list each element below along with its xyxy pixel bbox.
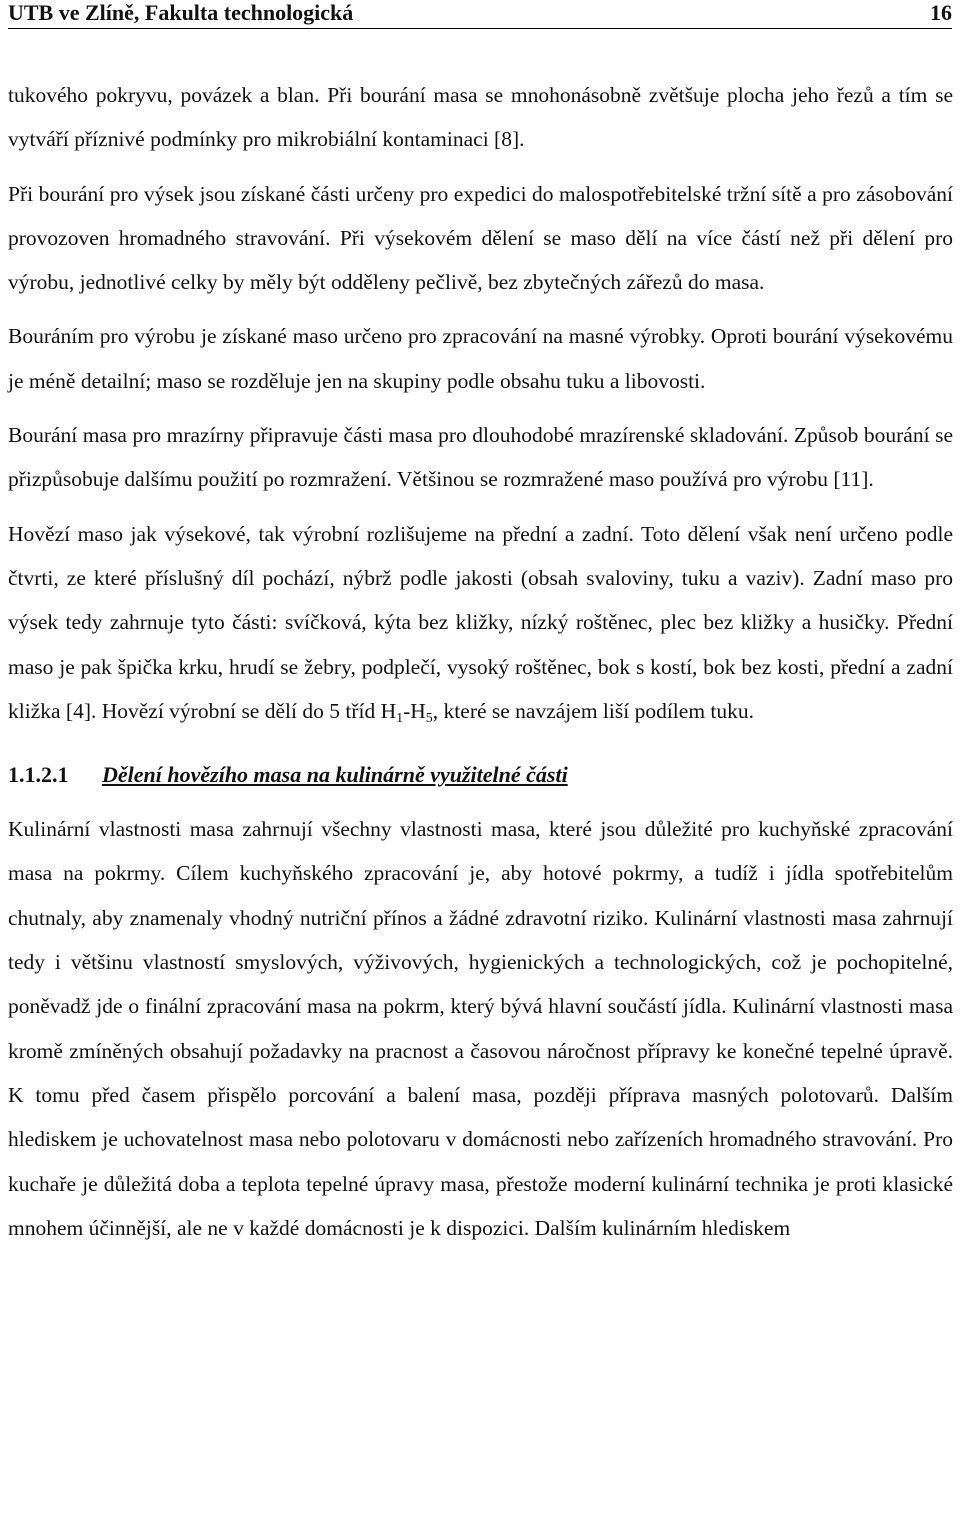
paragraph-5-dash: -H	[403, 698, 426, 723]
paragraph-2: Při bourání pro výsek jsou získané části určeny pro expedici do malospotřebitelské tržní sítě a pro zásobování provozoven hromadného stravování. Při výsekovém dělení se maso dělí na více částí než při dělení pro výrobu, jednotlivé celky by měly být odděleny pečlivě, bez zbytečných zářezů do masa.	[8, 181, 953, 295]
section-number: 1.1.2.1	[8, 762, 69, 788]
paragraph-3: Bouráním pro výrobu je získané maso určeno pro zpracování na masné výrobky. Oproti bourání výsekovému je méně detailní; maso se rozděluje jen na skupiny podle obsahu tuku a libovosti.	[8, 324, 953, 393]
page-header	[8, 0, 952, 29]
subscript-5: 5	[425, 710, 433, 726]
header-title: UTB ve Zlíně, Fakulta technologická	[8, 0, 354, 25]
paragraph-4: Bourání masa pro mrazírny připravuje části masa pro dlouhodobé mrazírenské skladování. Způsob bourání se přizpůsobuje dalšímu použití po rozmražení. Většinou se rozmražené maso používá pro výrobu [11].	[8, 423, 953, 492]
paragraph-1: tukového pokryvu, povázek a blan. Při bourání masa se mnohonásobně zvětšuje plocha jeho řezů a tím se vytváří příznivé podmínky pro mikrobiální kontaminaci [8].	[8, 83, 953, 152]
paragraph-6: Kulinární vlastnosti masa zahrnují všechny vlastnosti masa, které jsou důležité pro kuchyňské zpracování masa na pokrmy. Cílem kuchyňského zpracování je, aby hotové pokrmy, a tudíž i jídla spotřebitelům chutnaly, aby znamenaly vhodný nutriční přínos a žádné zdravotní riziko. Kulinární vlastnosti masa zahrnují tedy i většinu vlastností smyslových, výživových, hygienických a technologických, což je pochopitelné, poněvadž jde o finální zpracování masa na pokrm, který bývá hlavní součástí jídla. Kulinární vlastnosti masa kromě zmíněných obsahují požadavky na pracnost a časovou náročnost přípravy ke konečné tepelné úpravě. K tomu před časem přispělo porcování a balení masa, později příprava masných polotovarů. Dalším hlediskem je uchovatelnost masa nebo polotovaru v domácnosti nebo zařízeních hromadného stravování. Pro kuchaře je důležitá doba a teplota tepelné úpravy masa, přestože moderní kulinární technika je proti klasické mnohem účinnější, ale ne v každé domácnosti je k dispozici. Dalším kulinárním hlediskem	[8, 817, 953, 1240]
page-body	[8, 73, 953, 1250]
paragraph-5-tail: , které se navzájem liší podílem tuku.	[432, 698, 755, 723]
subscript-1: 1	[396, 710, 404, 726]
section-title: Dělení hovězího masa na kulinárně využitelné části	[102, 762, 568, 788]
paragraph-5-text: Hovězí maso jak výsekové, tak výrobní rozlišujeme na přední a zadní. Toto dělení však není určeno podle čtvrti, ze které příslušný díl pochází, nýbrž podle jakosti (obsah svaloviny, tuku a vaziv). Zadní maso pro výsek tedy zahrnuje tyto části: svíčková, kýta bez kližky, nízký roštěnec, plec bez kližky a husičky. Přední maso je pak špička krku, hrudí se žebry, podplečí, vysoký roštěnec, bok s kostí, bok bez kosti, přední a zadní kližka [4]. Hovězí výrobní se dělí do 5 tříd H	[8, 521, 953, 723]
paragraph-5	[8, 512, 953, 733]
page-number: 16	[930, 0, 952, 25]
section-heading	[8, 753, 953, 797]
